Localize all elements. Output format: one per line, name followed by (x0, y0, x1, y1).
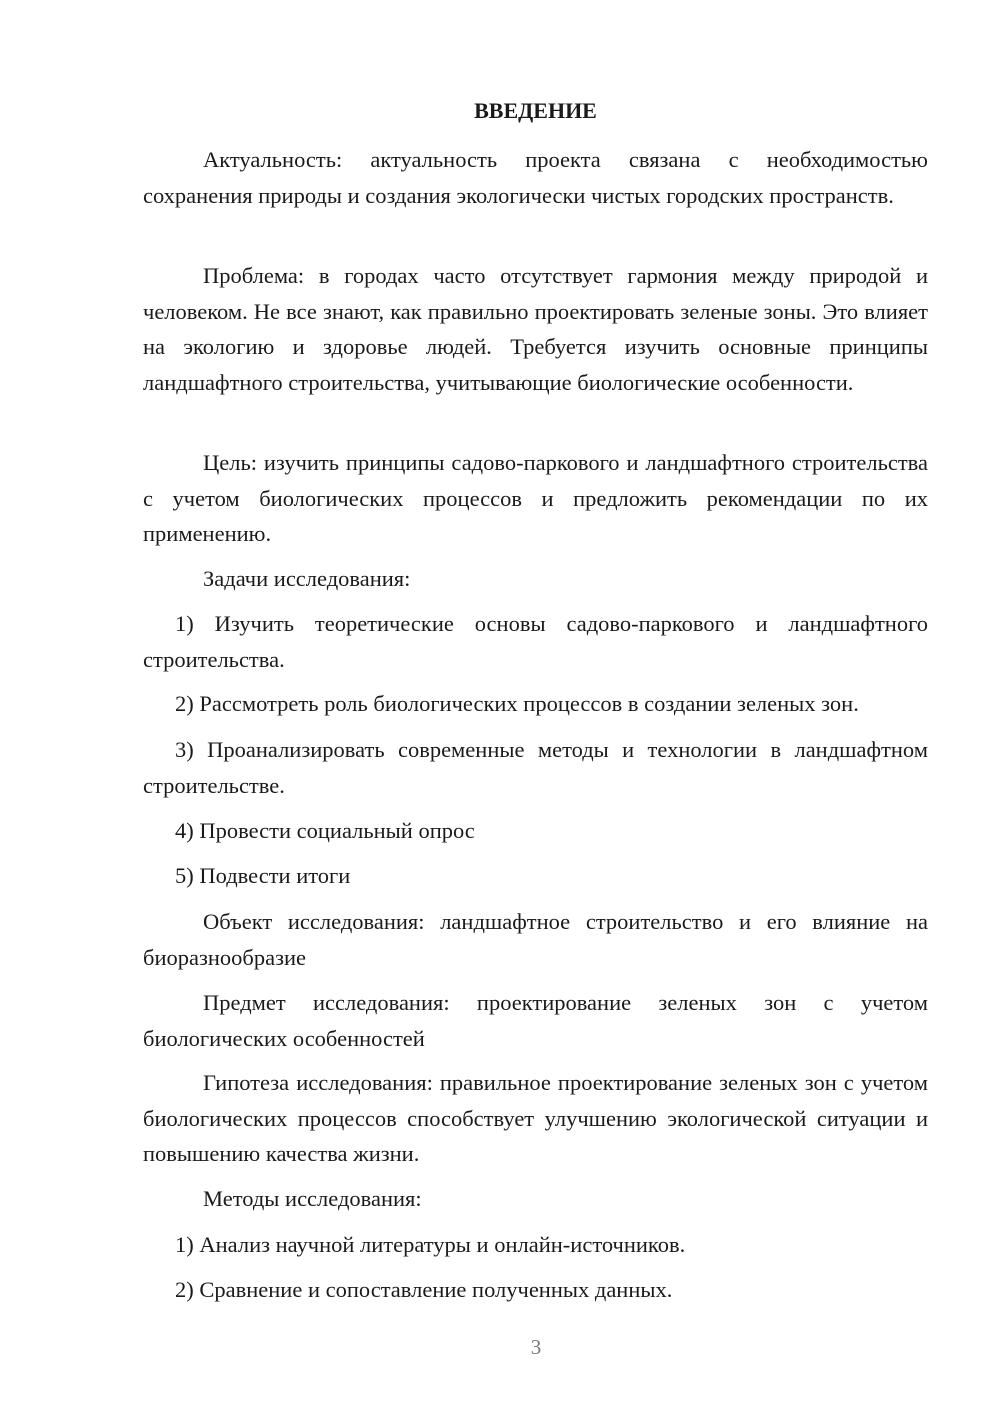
list-item-task-2: 2) Рассмотреть роль биологических процессов в создании зеленых зон. (175, 691, 859, 716)
paragraph-subject: Предмет исследования: проектирование зеленых зон с учетом биологических особенностей (143, 990, 928, 1051)
paragraph-problem: Проблема: в городах часто отсутствует гармония между природой и человеком. Не все знают, как правильно проектировать зеленые зоны. Это влияет на экологию и здоровье людей. Требуется изучить основные принципы ландшафтного строительства, учитывающие биологические особенности. (143, 263, 928, 395)
page-number: 3 (530, 1335, 542, 1359)
list-item-task-3: 3) Проанализировать современные методы и технологии в ландшафтном строительстве. (143, 737, 928, 798)
list-item-task-1: 1) Изучить теоретические основы садово-паркового и ландшафтного строительства. (143, 611, 928, 672)
list-item-method-1: 1) Анализ научной литературы и онлайн-источников. (175, 1232, 686, 1257)
paragraph-tasks-heading: Задачи исследования: (203, 566, 411, 591)
paragraph-goal: Цель: изучить принципы садово-паркового и ландшафтного строительства с учетом биологических процессов и предложить рекомендации по их применению. (143, 450, 928, 546)
paragraph-object: Объект исследования: ландшафтное строительство и его влияние на биоразнообразие (143, 909, 928, 970)
list-item-task-4: 4) Провести социальный опрос (175, 818, 475, 843)
list-item-task-5: 5) Подвести итоги (175, 863, 351, 888)
paragraph-relevance: Актуальность: актуальность проекта связана с необходимостью сохранения природы и создания экологически чистых городских пространств. (143, 147, 928, 208)
page-title: ВВЕДЕНИЕ (474, 98, 597, 123)
paragraph-methods-heading: Методы исследования: (203, 1186, 422, 1211)
paragraph-hypothesis: Гипотеза исследования: правильное проектирование зеленых зон с учетом биологических процессов способствует улучшению экологической ситуации и повышению качества жизни. (143, 1070, 928, 1166)
list-item-method-2: 2) Сравнение и сопоставление полученных данных. (175, 1277, 673, 1302)
